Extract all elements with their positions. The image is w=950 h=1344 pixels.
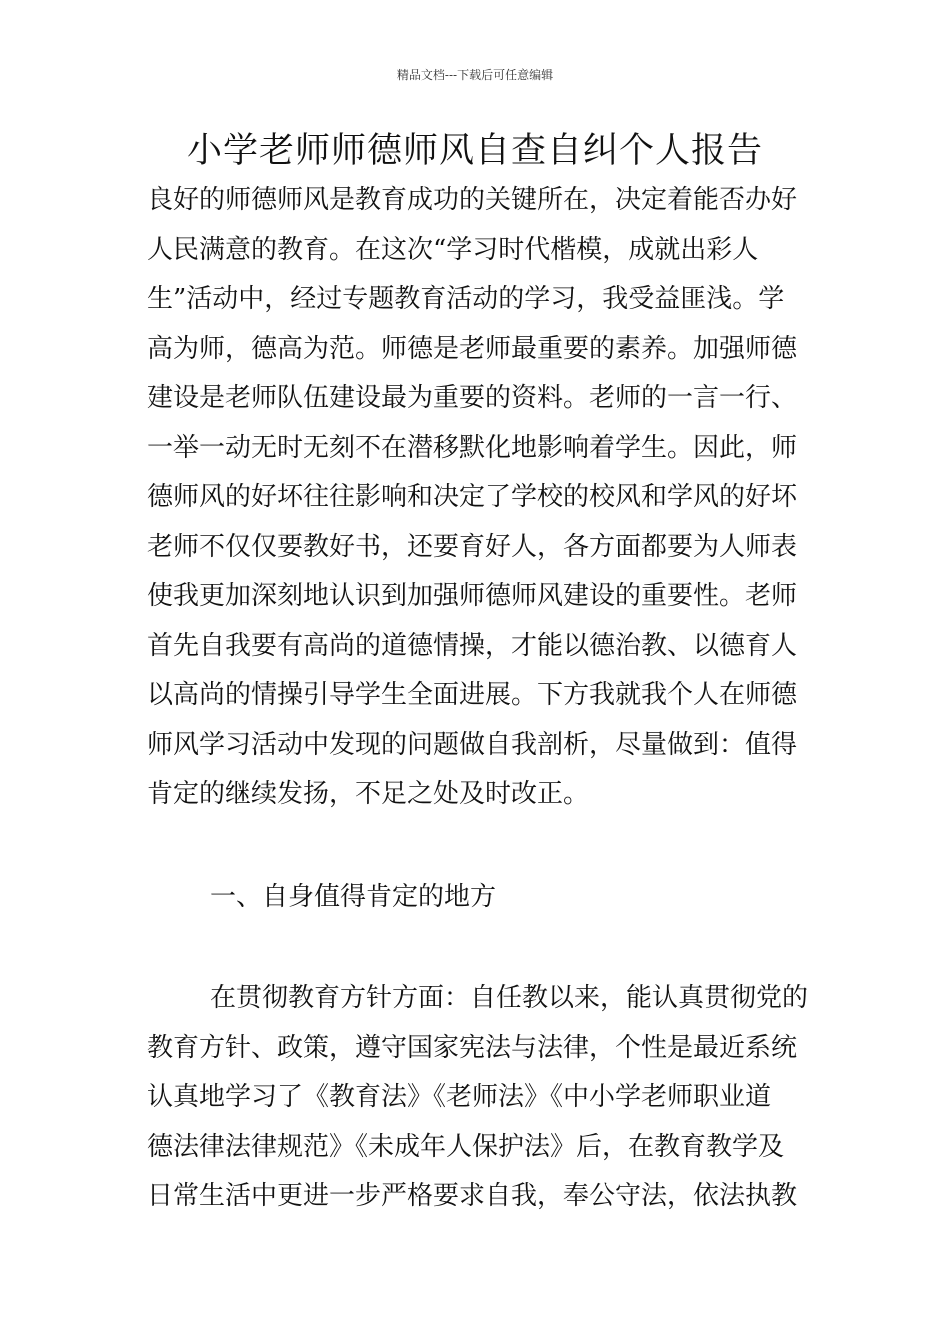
paragraph-line: 德法律法律规范》《未成年人保护法》后，在教育教学及 bbox=[147, 1131, 785, 1162]
paragraph-line: 以高尚的情操引导学生全面进展。下方我就我个人在师德 bbox=[147, 680, 798, 710]
paragraph-line: 肯定的继续发扬，不足之处及时改正。 bbox=[147, 779, 590, 809]
paragraph-line: 使我更加深刻地认识到加强师德师风建设的重要性。老师 bbox=[147, 581, 798, 611]
intro-paragraph bbox=[147, 176, 807, 820]
paragraph-line: 日常生活中更进一步严格要求自我，奉公守法，依法执教 bbox=[147, 1181, 798, 1211]
paragraph-line: 高为师，德高为范。师德是老师最重要的素养。加强师德 bbox=[147, 333, 798, 364]
paragraph-line: 首先自我要有高尚的道德情操，才能以德治教、以德育人 bbox=[147, 630, 798, 661]
paragraph-line: 生”活动中，经过专题教育活动的学习，我受益匪浅。学 bbox=[147, 284, 785, 314]
paragraph-line: 老师不仅仅要教好书，还要育好人，各方面都要为人师表 bbox=[147, 531, 798, 562]
paragraph-line: 德师风的好坏往往影响和决定了学校的校风和学风的好坏 bbox=[147, 482, 798, 512]
header-note: 精品文档---下载后可任意编辑 bbox=[396, 68, 554, 82]
paragraph-line: 一举一动无时无刻不在潜移默化地影响着学生。因此，师 bbox=[147, 432, 798, 463]
paragraph-line: 师风学习活动中发现的问题做自我剖析，尽量做到：值得 bbox=[147, 729, 798, 760]
section-heading: 一、自身值得肯定的地方 bbox=[210, 882, 497, 912]
paragraph-line: 建设是老师队伍建设最为重要的资料。老师的一言一行、 bbox=[147, 383, 798, 413]
paragraph-line: 认真地学习了《教育法》《老师法》《中小学老师职业道 bbox=[147, 1082, 772, 1112]
paragraph-line: 在贯彻教育方针方面：自任教以来，能认真贯彻党的 bbox=[210, 983, 809, 1013]
document-title: 小学老师师德师风自查自纠个人报告 bbox=[186, 131, 763, 171]
paragraph-line: 教育方针、政策，遵守国家宪法与法律，个性是最近系统 bbox=[147, 1032, 798, 1063]
paragraph-line: 良好的师德师风是教育成功的关键所在，决定着能否办好 bbox=[147, 185, 798, 215]
policy-paragraph bbox=[147, 974, 807, 1222]
paragraph-line: 人民满意的教育。在这次“学习时代楷模，成就出彩人 bbox=[147, 234, 759, 265]
